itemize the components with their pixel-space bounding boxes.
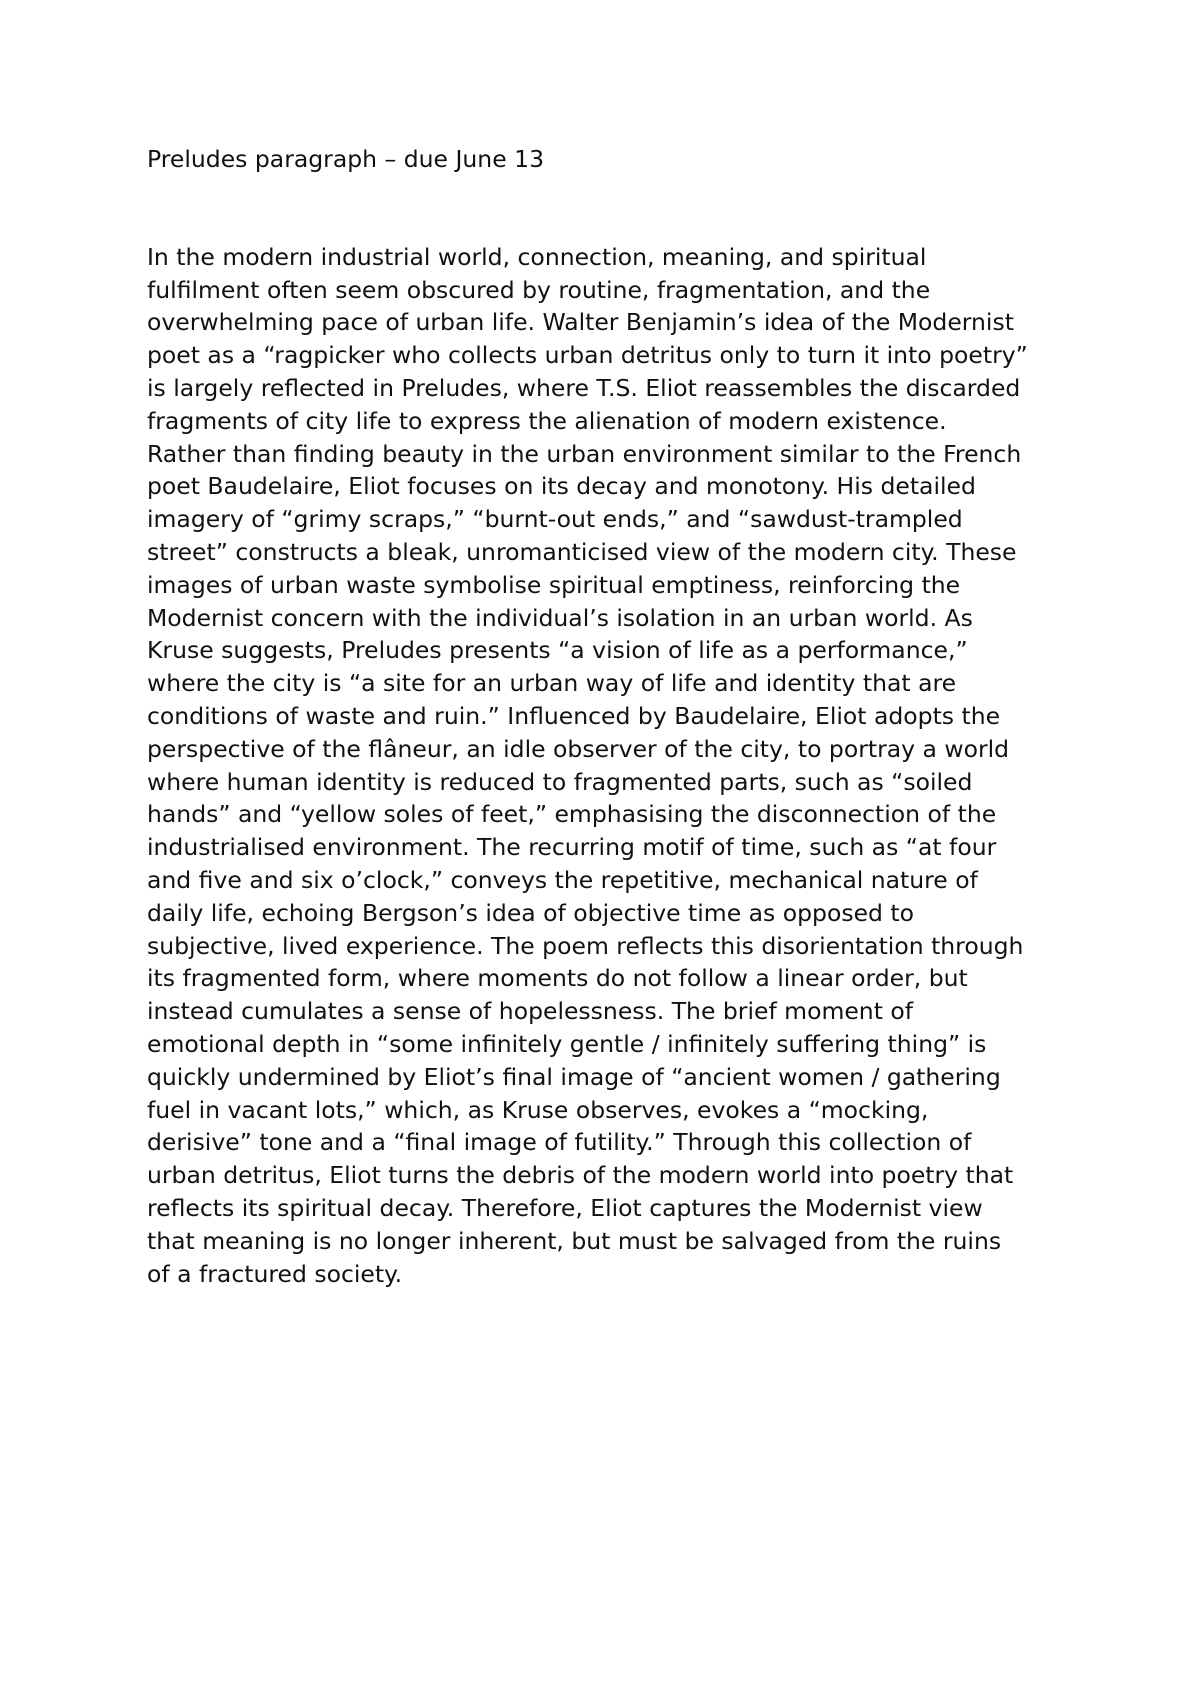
- paragraph-line: quickly undermined by Eliot’s final image of “ancient women / gathering: [147, 1062, 1001, 1091]
- paragraph-line: where the city is “a site for an urban way of life and identity that are: [147, 669, 957, 698]
- paragraph-line: derisive” tone and a “final image of futility.” Through this collection of: [147, 1128, 972, 1157]
- paragraph-line: perspective of the flâneur, an idle observer of the city, to portray a world: [147, 734, 1010, 763]
- body-paragraph: [147, 241, 1067, 1291]
- paragraph-line: its fragmented form, where moments do not follow a linear order, but: [147, 964, 968, 993]
- paragraph-line: instead cumulates a sense of hopelessness. The brief moment of: [147, 997, 914, 1026]
- document-content: [147, 143, 1067, 1290]
- paragraph-line: hands” and “yellow soles of feet,” emphasising the disconnection of the: [147, 800, 997, 829]
- paragraph-line: conditions of waste and ruin.” Influenced by Baudelaire, Eliot adopts the: [147, 701, 1001, 730]
- paragraph-line: imagery of “grimy scraps,” “burnt-out ends,” and “sawdust-trampled: [147, 505, 963, 534]
- paragraph-line: Modernist concern with the individual’s isolation in an urban world. As: [147, 603, 973, 632]
- paragraph-line: urban detritus, Eliot turns the debris of the modern world into poetry that: [147, 1161, 1014, 1190]
- paragraph-line: of a fractured society.: [147, 1259, 403, 1288]
- document-title: Preludes paragraph – due June 13: [147, 145, 545, 173]
- title-spacer: [147, 176, 1067, 241]
- paragraph-line: Rather than finding beauty in the urban environment similar to the French: [147, 439, 1022, 468]
- paragraph-line: subjective, lived experience. The poem reflects this disorientation through: [147, 931, 1024, 960]
- paragraph-line: where human identity is reduced to fragmented parts, such as “soiled: [147, 767, 973, 796]
- paragraph-line: poet as a “ragpicker who collects urban detritus only to turn it into poetry”: [147, 341, 1028, 370]
- paragraph-line: images of urban waste symbolise spiritual emptiness, reinforcing the: [147, 570, 961, 599]
- paragraph-line: street” constructs a bleak, unromanticised view of the modern city. These: [147, 537, 1017, 566]
- paragraph-line: reflects its spiritual decay. Therefore, Eliot captures the Modernist view: [147, 1193, 983, 1222]
- paragraph-line: industrialised environment. The recurring motif of time, such as “at four: [147, 833, 997, 862]
- paragraph-line: daily life, echoing Bergson’s idea of objective time as opposed to: [147, 898, 915, 927]
- paragraph-line: that meaning is no longer inherent, but must be salvaged from the ruins: [147, 1226, 1002, 1255]
- paragraph-line: overwhelming pace of urban life. Walter Benjamin’s idea of the Modernist: [147, 308, 1014, 337]
- paragraph-line: and five and six o’clock,” conveys the repetitive, mechanical nature of: [147, 865, 978, 894]
- paragraph-line: poet Baudelaire, Eliot focuses on its decay and monotony. His detailed: [147, 472, 976, 501]
- paragraph-line: is largely reflected in Preludes, where T.S. Eliot reassembles the discarded: [147, 373, 1021, 402]
- paragraph-line: In the modern industrial world, connection, meaning, and spiritual: [147, 242, 927, 271]
- paragraph-line: fragments of city life to express the alienation of modern existence.: [147, 406, 947, 435]
- paragraph-line: emotional depth in “some infinitely gentle / infinitely suffering thing” is: [147, 1029, 987, 1058]
- paragraph-line: fuel in vacant lots,” which, as Kruse observes, evokes a “mocking,: [147, 1095, 929, 1124]
- paragraph-line: fulfilment often seem obscured by routine, fragmentation, and the: [147, 275, 931, 304]
- paragraph-line: Kruse suggests, Preludes presents “a vision of life as a performance,”: [147, 636, 968, 665]
